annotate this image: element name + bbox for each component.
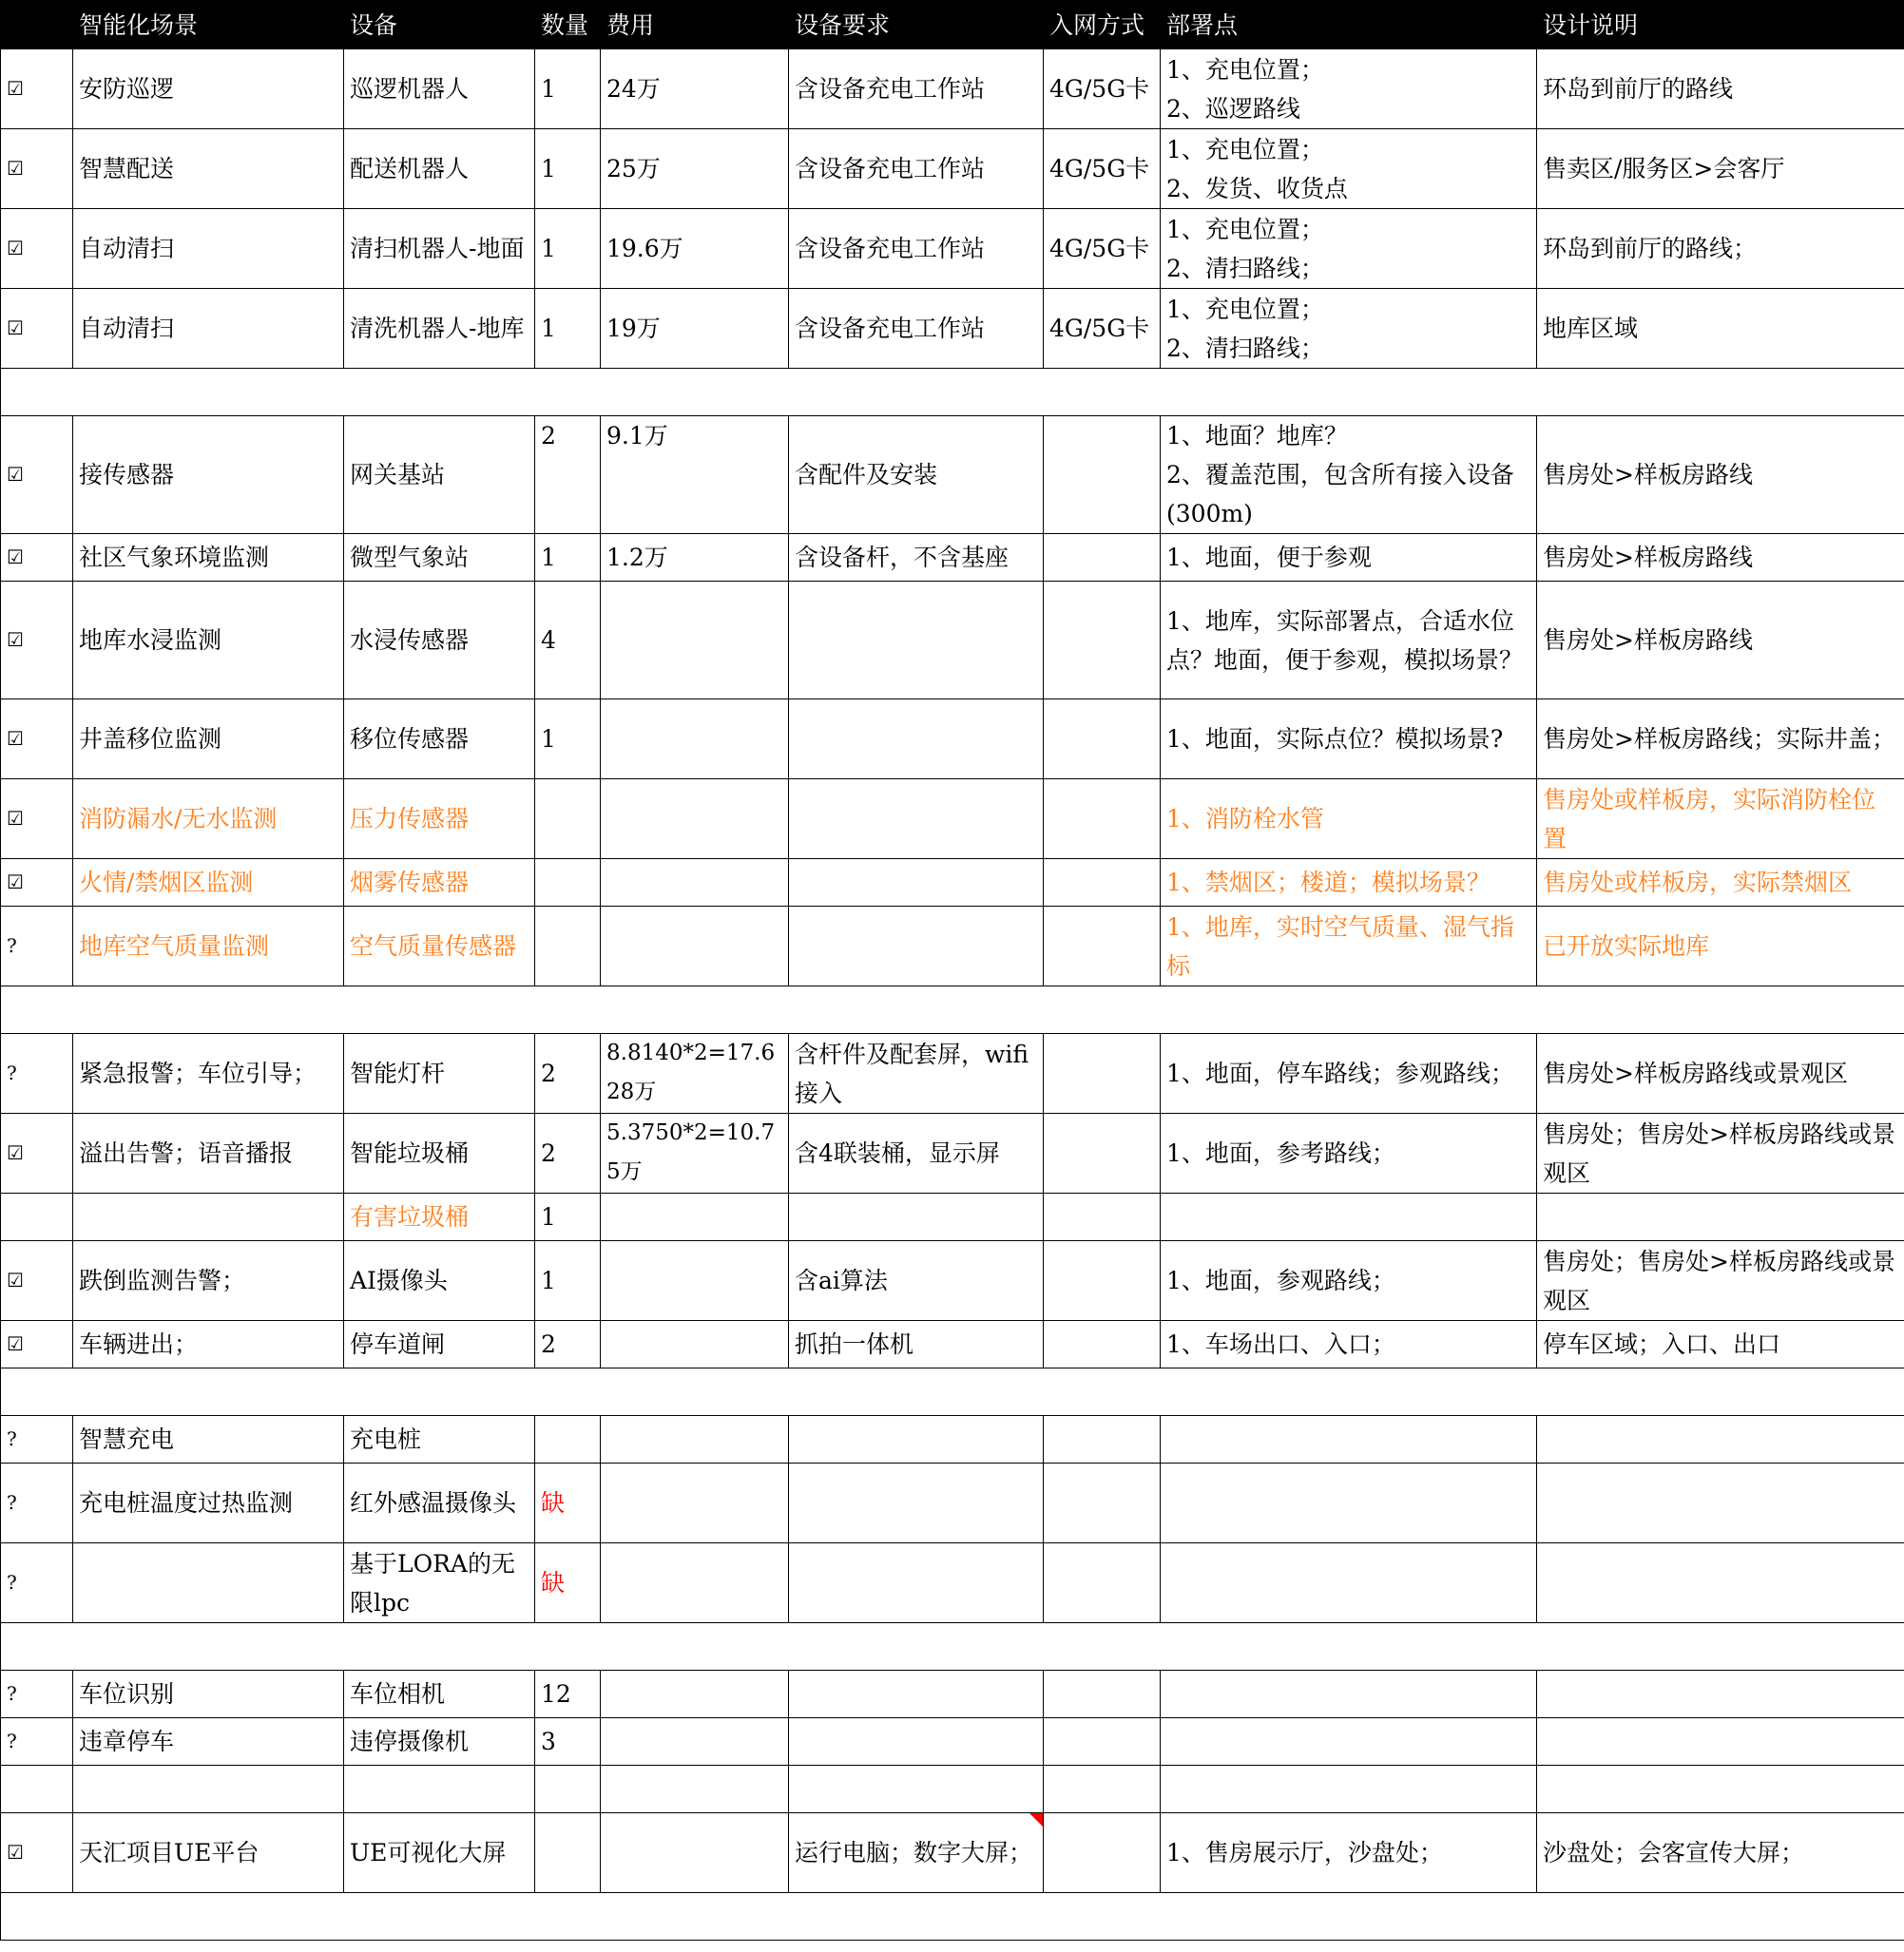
cell-note[interactable]: 环岛到前厅的路线； [1537, 209, 1904, 289]
blank-cell[interactable] [1, 1368, 1904, 1416]
cell-device[interactable]: 停车道闸 [344, 1321, 535, 1368]
header-note[interactable]: 设计说明 [1537, 1, 1904, 49]
cell-requirement[interactable]: 含4联装桶，显示屏 [789, 1114, 1044, 1194]
cell-fee[interactable]: 24万 [601, 49, 789, 129]
cell-qty[interactable]: 1 [535, 209, 601, 289]
cell-qty[interactable] [535, 907, 601, 986]
cell-requirement[interactable]: 含设备充电工作站 [789, 209, 1044, 289]
blank-cell[interactable] [1, 1623, 1904, 1671]
cell-scene[interactable] [73, 1766, 344, 1813]
cell-device[interactable]: 配送机器人 [344, 129, 535, 209]
cell-deploy[interactable] [1161, 1464, 1537, 1543]
cell-check[interactable]: ☑ [1, 859, 73, 907]
cell-device[interactable]: 网关基站 [344, 416, 535, 534]
cell-scene[interactable]: 社区气象环境监测 [73, 534, 344, 582]
cell-qty[interactable]: 1 [535, 699, 601, 779]
cell-note[interactable]: 环岛到前厅的路线 [1537, 49, 1904, 129]
table-row [1, 582, 1904, 699]
cell-requirement[interactable]: 含设备杆，不含基座 [789, 534, 1044, 582]
cell-deploy[interactable]: 1、地库，实际部署点，合适水位点？地面，便于参观，模拟场景？ [1161, 582, 1537, 699]
table-row [1, 1194, 1904, 1241]
cell-fee[interactable] [601, 779, 789, 859]
cell-requirement[interactable] [789, 1464, 1044, 1543]
cell-network[interactable] [1044, 1464, 1161, 1543]
table-row [1, 1416, 1904, 1464]
cell-qty[interactable]: 缺 [535, 1543, 601, 1623]
cell-requirement[interactable]: 含设备充电工作站 [789, 289, 1044, 369]
cell-check[interactable]: ☑ [1, 1114, 73, 1194]
cell-deploy[interactable]: 1、充电位置； 2、清扫路线； [1161, 209, 1537, 289]
cell-requirement[interactable] [789, 907, 1044, 986]
cell-scene[interactable]: 车辆进出； [73, 1321, 344, 1368]
cell-network[interactable] [1044, 1034, 1161, 1114]
cell-deploy[interactable]: 1、地面，停车路线；参观路线； [1161, 1034, 1537, 1114]
cell-check[interactable]: ☑ [1, 1813, 73, 1893]
cell-network[interactable] [1044, 1321, 1161, 1368]
header-fee[interactable]: 费用 [601, 1, 789, 49]
cell-check[interactable]: ? [1, 1718, 73, 1766]
cell-deploy[interactable] [1161, 1766, 1537, 1813]
cell-network[interactable] [1044, 582, 1161, 699]
cell-check[interactable]: ☑ [1, 1241, 73, 1321]
table-row [1, 289, 1904, 369]
cell-qty[interactable] [535, 1416, 601, 1464]
cell-note[interactable]: 售房处或样板房，实际禁烟区 [1537, 859, 1904, 907]
cell-scene[interactable]: 智慧充电 [73, 1416, 344, 1464]
cell-device[interactable]: 智能灯杆 [344, 1034, 535, 1114]
cell-scene[interactable]: 充电桩温度过热监测 [73, 1464, 344, 1543]
cell-network[interactable] [1044, 859, 1161, 907]
cell-deploy[interactable]: 1、充电位置； 2、发货、收货点 [1161, 129, 1537, 209]
table-row [1, 416, 1904, 534]
cell-device[interactable]: UE可视化大屏 [344, 1813, 535, 1893]
cell-check[interactable]: ☑ [1, 699, 73, 779]
blank-row [1, 369, 1904, 416]
cell-qty[interactable]: 2 [535, 1034, 601, 1114]
header-scene[interactable]: 智能化场景 [73, 1, 344, 49]
cell-requirement[interactable]: 含设备充电工作站 [789, 49, 1044, 129]
cell-scene[interactable]: 车位识别 [73, 1671, 344, 1718]
cell-note[interactable]: 沙盘处；会客宣传大屏； [1537, 1813, 1904, 1893]
cell-device[interactable]: 基于LORA的无限lpc [344, 1543, 535, 1623]
table-row [1, 1766, 1904, 1813]
cell-network[interactable]: 4G/5G卡 [1044, 289, 1161, 369]
header-deploy[interactable]: 部署点 [1161, 1, 1537, 49]
cell-note[interactable]: 售房处>样板房路线 [1537, 416, 1904, 534]
header-requirement[interactable]: 设备要求 [789, 1, 1044, 49]
cell-check[interactable]: ? [1, 1464, 73, 1543]
cell-note[interactable] [1537, 1766, 1904, 1813]
cell-network[interactable] [1044, 779, 1161, 859]
cell-note[interactable]: 售房处或样板房，实际消防栓位置 [1537, 779, 1904, 859]
cell-fee[interactable] [601, 1813, 789, 1893]
cell-network[interactable] [1044, 1543, 1161, 1623]
cell-fee[interactable]: 25万 [601, 129, 789, 209]
cell-requirement[interactable]: 含ai算法 [789, 1241, 1044, 1321]
table-row [1, 1671, 1904, 1718]
cell-fee[interactable]: 19.6万 [601, 209, 789, 289]
cell-fee[interactable]: 19万 [601, 289, 789, 369]
table-row [1, 1813, 1904, 1893]
cell-deploy[interactable]: 1、车场出口、入口； [1161, 1321, 1537, 1368]
cell-check[interactable]: ☑ [1, 779, 73, 859]
cell-device[interactable]: AI摄像头 [344, 1241, 535, 1321]
cell-requirement[interactable] [789, 1194, 1044, 1241]
cell-network[interactable] [1044, 1194, 1161, 1241]
table-row [1, 859, 1904, 907]
cell-check[interactable]: ? [1, 1671, 73, 1718]
cell-deploy[interactable] [1161, 1194, 1537, 1241]
cell-network[interactable] [1044, 1671, 1161, 1718]
cell-fee[interactable] [601, 1321, 789, 1368]
cell-fee[interactable] [601, 699, 789, 779]
header-device[interactable]: 设备 [344, 1, 535, 49]
cell-network[interactable] [1044, 1718, 1161, 1766]
cell-note[interactable]: 售房处>样板房路线或景观区 [1537, 1034, 1904, 1114]
cell-requirement[interactable] [789, 1416, 1044, 1464]
cell-note[interactable] [1537, 1718, 1904, 1766]
cell-note[interactable]: 停车区域；入口、出口 [1537, 1321, 1904, 1368]
cell-network[interactable] [1044, 1241, 1161, 1321]
cell-network[interactable]: 4G/5G卡 [1044, 209, 1161, 289]
cell-check[interactable]: ☑ [1, 1321, 73, 1368]
cell-check[interactable] [1, 1194, 73, 1241]
cell-qty[interactable] [535, 859, 601, 907]
cell-deploy[interactable]: 1、地面，参考路线； [1161, 1114, 1537, 1194]
cell-requirement[interactable] [789, 699, 1044, 779]
table-row [1, 1034, 1904, 1114]
cell-fee[interactable] [601, 1194, 789, 1241]
cell-check[interactable]: ☑ [1, 129, 73, 209]
cell-deploy[interactable] [1161, 1543, 1537, 1623]
cell-note[interactable] [1537, 1416, 1904, 1464]
cell-check[interactable]: ☑ [1, 49, 73, 129]
cell-device[interactable]: 水浸传感器 [344, 582, 535, 699]
cell-fee[interactable] [601, 1416, 789, 1464]
cell-deploy[interactable] [1161, 1718, 1537, 1766]
table-row [1, 1114, 1904, 1194]
cell-scene[interactable]: 接传感器 [73, 416, 344, 534]
cell-device[interactable]: 微型气象站 [344, 534, 535, 582]
cell-qty[interactable]: 1 [535, 289, 601, 369]
cell-qty[interactable]: 1 [535, 1241, 601, 1321]
cell-note[interactable]: 售房处；售房处>样板房路线或景观区 [1537, 1114, 1904, 1194]
cell-scene[interactable]: 跌倒监测告警； [73, 1241, 344, 1321]
cell-deploy[interactable]: 1、地面，实际点位？模拟场景? [1161, 699, 1537, 779]
cell-deploy[interactable]: 1、地库，实时空气质量、湿气指标 [1161, 907, 1537, 986]
cell-qty[interactable]: 4 [535, 582, 601, 699]
cell-requirement[interactable] [789, 1718, 1044, 1766]
cell-scene[interactable]: 地库空气质量监测 [73, 907, 344, 986]
cell-network[interactable] [1044, 416, 1161, 534]
header-network[interactable]: 入网方式 [1044, 1, 1161, 49]
cell-requirement[interactable] [789, 1766, 1044, 1813]
cell-network[interactable]: 4G/5G卡 [1044, 129, 1161, 209]
cell-check[interactable]: ? [1, 1416, 73, 1464]
cell-requirement[interactable] [789, 1543, 1044, 1623]
cell-fee[interactable]: 5.3750*2=10.75万 [601, 1114, 789, 1194]
cell-device[interactable]: 巡逻机器人 [344, 49, 535, 129]
cell-check[interactable]: ☑ [1, 416, 73, 534]
cell-requirement[interactable] [789, 1671, 1044, 1718]
table-row [1, 1464, 1904, 1543]
cell-check[interactable]: ? [1, 907, 73, 986]
cell-network[interactable]: 4G/5G卡 [1044, 49, 1161, 129]
blank-cell[interactable] [1, 1893, 1904, 1941]
cell-device[interactable]: 空气质量传感器 [344, 907, 535, 986]
cell-fee[interactable] [601, 1464, 789, 1543]
cell-deploy[interactable] [1161, 1671, 1537, 1718]
cell-scene[interactable]: 安防巡逻 [73, 49, 344, 129]
cell-scene[interactable]: 消防漏水/无水监测 [73, 779, 344, 859]
cell-device[interactable]: 违停摄像机 [344, 1718, 535, 1766]
table-row [1, 1241, 1904, 1321]
cell-requirement[interactable]: 抓拍一体机 [789, 1321, 1044, 1368]
cell-qty[interactable]: 2 [535, 1114, 601, 1194]
cell-deploy[interactable]: 1、充电位置； 2、巡逻路线 [1161, 49, 1537, 129]
cell-deploy[interactable]: 1、售房展示厅，沙盘处； [1161, 1813, 1537, 1893]
cell-scene[interactable]: 火情/禁烟区监测 [73, 859, 344, 907]
cell-scene[interactable]: 自动清扫 [73, 289, 344, 369]
cell-deploy[interactable]: 1、地面，便于参观 [1161, 534, 1537, 582]
cell-check[interactable]: ☑ [1, 534, 73, 582]
cell-note[interactable]: 售房处>样板房路线 [1537, 582, 1904, 699]
cell-deploy[interactable]: 1、充电位置； 2、清扫路线； [1161, 289, 1537, 369]
cell-fee[interactable]: 9.1万 [601, 416, 789, 534]
cell-qty[interactable] [535, 1766, 601, 1813]
cell-fee[interactable] [601, 1766, 789, 1813]
cell-qty[interactable]: 12 [535, 1671, 601, 1718]
cell-qty[interactable]: 1 [535, 1194, 601, 1241]
cell-fee[interactable] [601, 859, 789, 907]
cell-deploy[interactable]: 1、地面？地库？ 2、覆盖范围，包含所有接入设备(300m) [1161, 416, 1537, 534]
cell-qty[interactable] [535, 779, 601, 859]
cell-qty[interactable]: 3 [535, 1718, 601, 1766]
cell-deploy[interactable]: 1、消防栓水管 [1161, 779, 1537, 859]
cell-check[interactable]: ☑ [1, 209, 73, 289]
cell-fee[interactable] [601, 582, 789, 699]
table-body [1, 49, 1904, 1941]
cell-scene[interactable] [73, 1194, 344, 1241]
blank-cell[interactable] [1, 986, 1904, 1034]
cell-network[interactable] [1044, 907, 1161, 986]
table-row [1, 907, 1904, 986]
cell-requirement[interactable]: 运行电脑；数字大屏； [789, 1813, 1044, 1893]
cell-network[interactable] [1044, 1766, 1161, 1813]
cell-deploy[interactable] [1161, 1416, 1537, 1464]
cell-note[interactable]: 售房处；售房处>样板房路线或景观区 [1537, 1241, 1904, 1321]
cell-scene[interactable]: 地库水浸监测 [73, 582, 344, 699]
cell-device[interactable]: 有害垃圾桶 [344, 1194, 535, 1241]
blank-row [1, 1623, 1904, 1671]
cell-fee[interactable] [601, 1241, 789, 1321]
cell-requirement[interactable] [789, 859, 1044, 907]
cell-device[interactable]: 清扫机器人-地面 [344, 209, 535, 289]
header-row [1, 1, 1904, 49]
cell-qty[interactable]: 1 [535, 129, 601, 209]
cell-qty[interactable]: 2 [535, 416, 601, 534]
cell-network[interactable] [1044, 699, 1161, 779]
cell-fee[interactable]: 1.2万 [601, 534, 789, 582]
table-row [1, 1543, 1904, 1623]
cell-deploy[interactable]: 1、禁烟区；楼道；模拟场景？ [1161, 859, 1537, 907]
cell-note[interactable] [1537, 1194, 1904, 1241]
blank-row [1, 1893, 1904, 1941]
cell-scene[interactable]: 溢出告警；语音播报 [73, 1114, 344, 1194]
table-row [1, 49, 1904, 129]
cell-qty[interactable]: 1 [535, 49, 601, 129]
cell-qty[interactable]: 1 [535, 534, 601, 582]
cell-device[interactable]: 烟雾传感器 [344, 859, 535, 907]
cell-scene[interactable]: 紧急报警；车位引导； [73, 1034, 344, 1114]
cell-note[interactable]: 售房处>样板房路线 [1537, 534, 1904, 582]
cell-scene[interactable]: 井盖移位监测 [73, 699, 344, 779]
cell-deploy[interactable]: 1、地面，参观路线； [1161, 1241, 1537, 1321]
cell-note[interactable]: 售房处>样板房路线；实际井盖； [1537, 699, 1904, 779]
cell-note[interactable] [1537, 1464, 1904, 1543]
table-row [1, 534, 1904, 582]
cell-requirement[interactable]: 含杆件及配套屏，wifi接入 [789, 1034, 1044, 1114]
cell-scene[interactable]: 自动清扫 [73, 209, 344, 289]
cell-network[interactable] [1044, 1114, 1161, 1194]
table-row [1, 699, 1904, 779]
cell-fee[interactable]: 8.8140*2=17.628万 [601, 1034, 789, 1114]
cell-device[interactable] [344, 1766, 535, 1813]
cell-network[interactable] [1044, 1813, 1161, 1893]
cell-note[interactable]: 已开放实际地库 [1537, 907, 1904, 986]
header-check[interactable] [1, 1, 73, 49]
cell-scene[interactable] [73, 1543, 344, 1623]
table-row [1, 129, 1904, 209]
cell-check[interactable]: ☑ [1, 289, 73, 369]
cell-note[interactable] [1537, 1671, 1904, 1718]
cell-fee[interactable] [601, 907, 789, 986]
cell-scene[interactable]: 智慧配送 [73, 129, 344, 209]
cell-note[interactable]: 售卖区/服务区>会客厅 [1537, 129, 1904, 209]
cell-note[interactable]: 地库区域 [1537, 289, 1904, 369]
cell-fee[interactable] [601, 1718, 789, 1766]
header-qty[interactable]: 数量 [535, 1, 601, 49]
cell-device[interactable]: 红外感温摄像头 [344, 1464, 535, 1543]
cell-requirement[interactable]: 含配件及安装 [789, 416, 1044, 534]
cell-device[interactable]: 智能垃圾桶 [344, 1114, 535, 1194]
cell-check[interactable]: ? [1, 1543, 73, 1623]
blank-cell[interactable] [1, 369, 1904, 416]
blank-row [1, 986, 1904, 1034]
cell-device[interactable]: 车位相机 [344, 1671, 535, 1718]
cell-fee[interactable] [601, 1671, 789, 1718]
cell-qty[interactable]: 2 [535, 1321, 601, 1368]
blank-row [1, 1368, 1904, 1416]
cell-scene[interactable]: 违章停车 [73, 1718, 344, 1766]
cell-device[interactable]: 压力传感器 [344, 779, 535, 859]
cell-requirement[interactable] [789, 582, 1044, 699]
cell-check[interactable]: ? [1, 1034, 73, 1114]
cell-qty[interactable]: 缺 [535, 1464, 601, 1543]
cell-qty[interactable] [535, 1813, 601, 1893]
table-row [1, 779, 1904, 859]
table-row [1, 1718, 1904, 1766]
cell-fee[interactable] [601, 1543, 789, 1623]
cell-check[interactable]: ☑ [1, 582, 73, 699]
cell-check[interactable] [1, 1766, 73, 1813]
cell-network[interactable] [1044, 1416, 1161, 1464]
cell-scene[interactable]: 天汇项目UE平台 [73, 1813, 344, 1893]
cell-requirement[interactable]: 含设备充电工作站 [789, 129, 1044, 209]
cell-network[interactable] [1044, 534, 1161, 582]
table-row [1, 209, 1904, 289]
cell-note[interactable] [1537, 1543, 1904, 1623]
cell-device[interactable]: 充电桩 [344, 1416, 535, 1464]
cell-device[interactable]: 清洗机器人-地库 [344, 289, 535, 369]
table-row [1, 1321, 1904, 1368]
cell-device[interactable]: 移位传感器 [344, 699, 535, 779]
cell-requirement[interactable] [789, 779, 1044, 859]
